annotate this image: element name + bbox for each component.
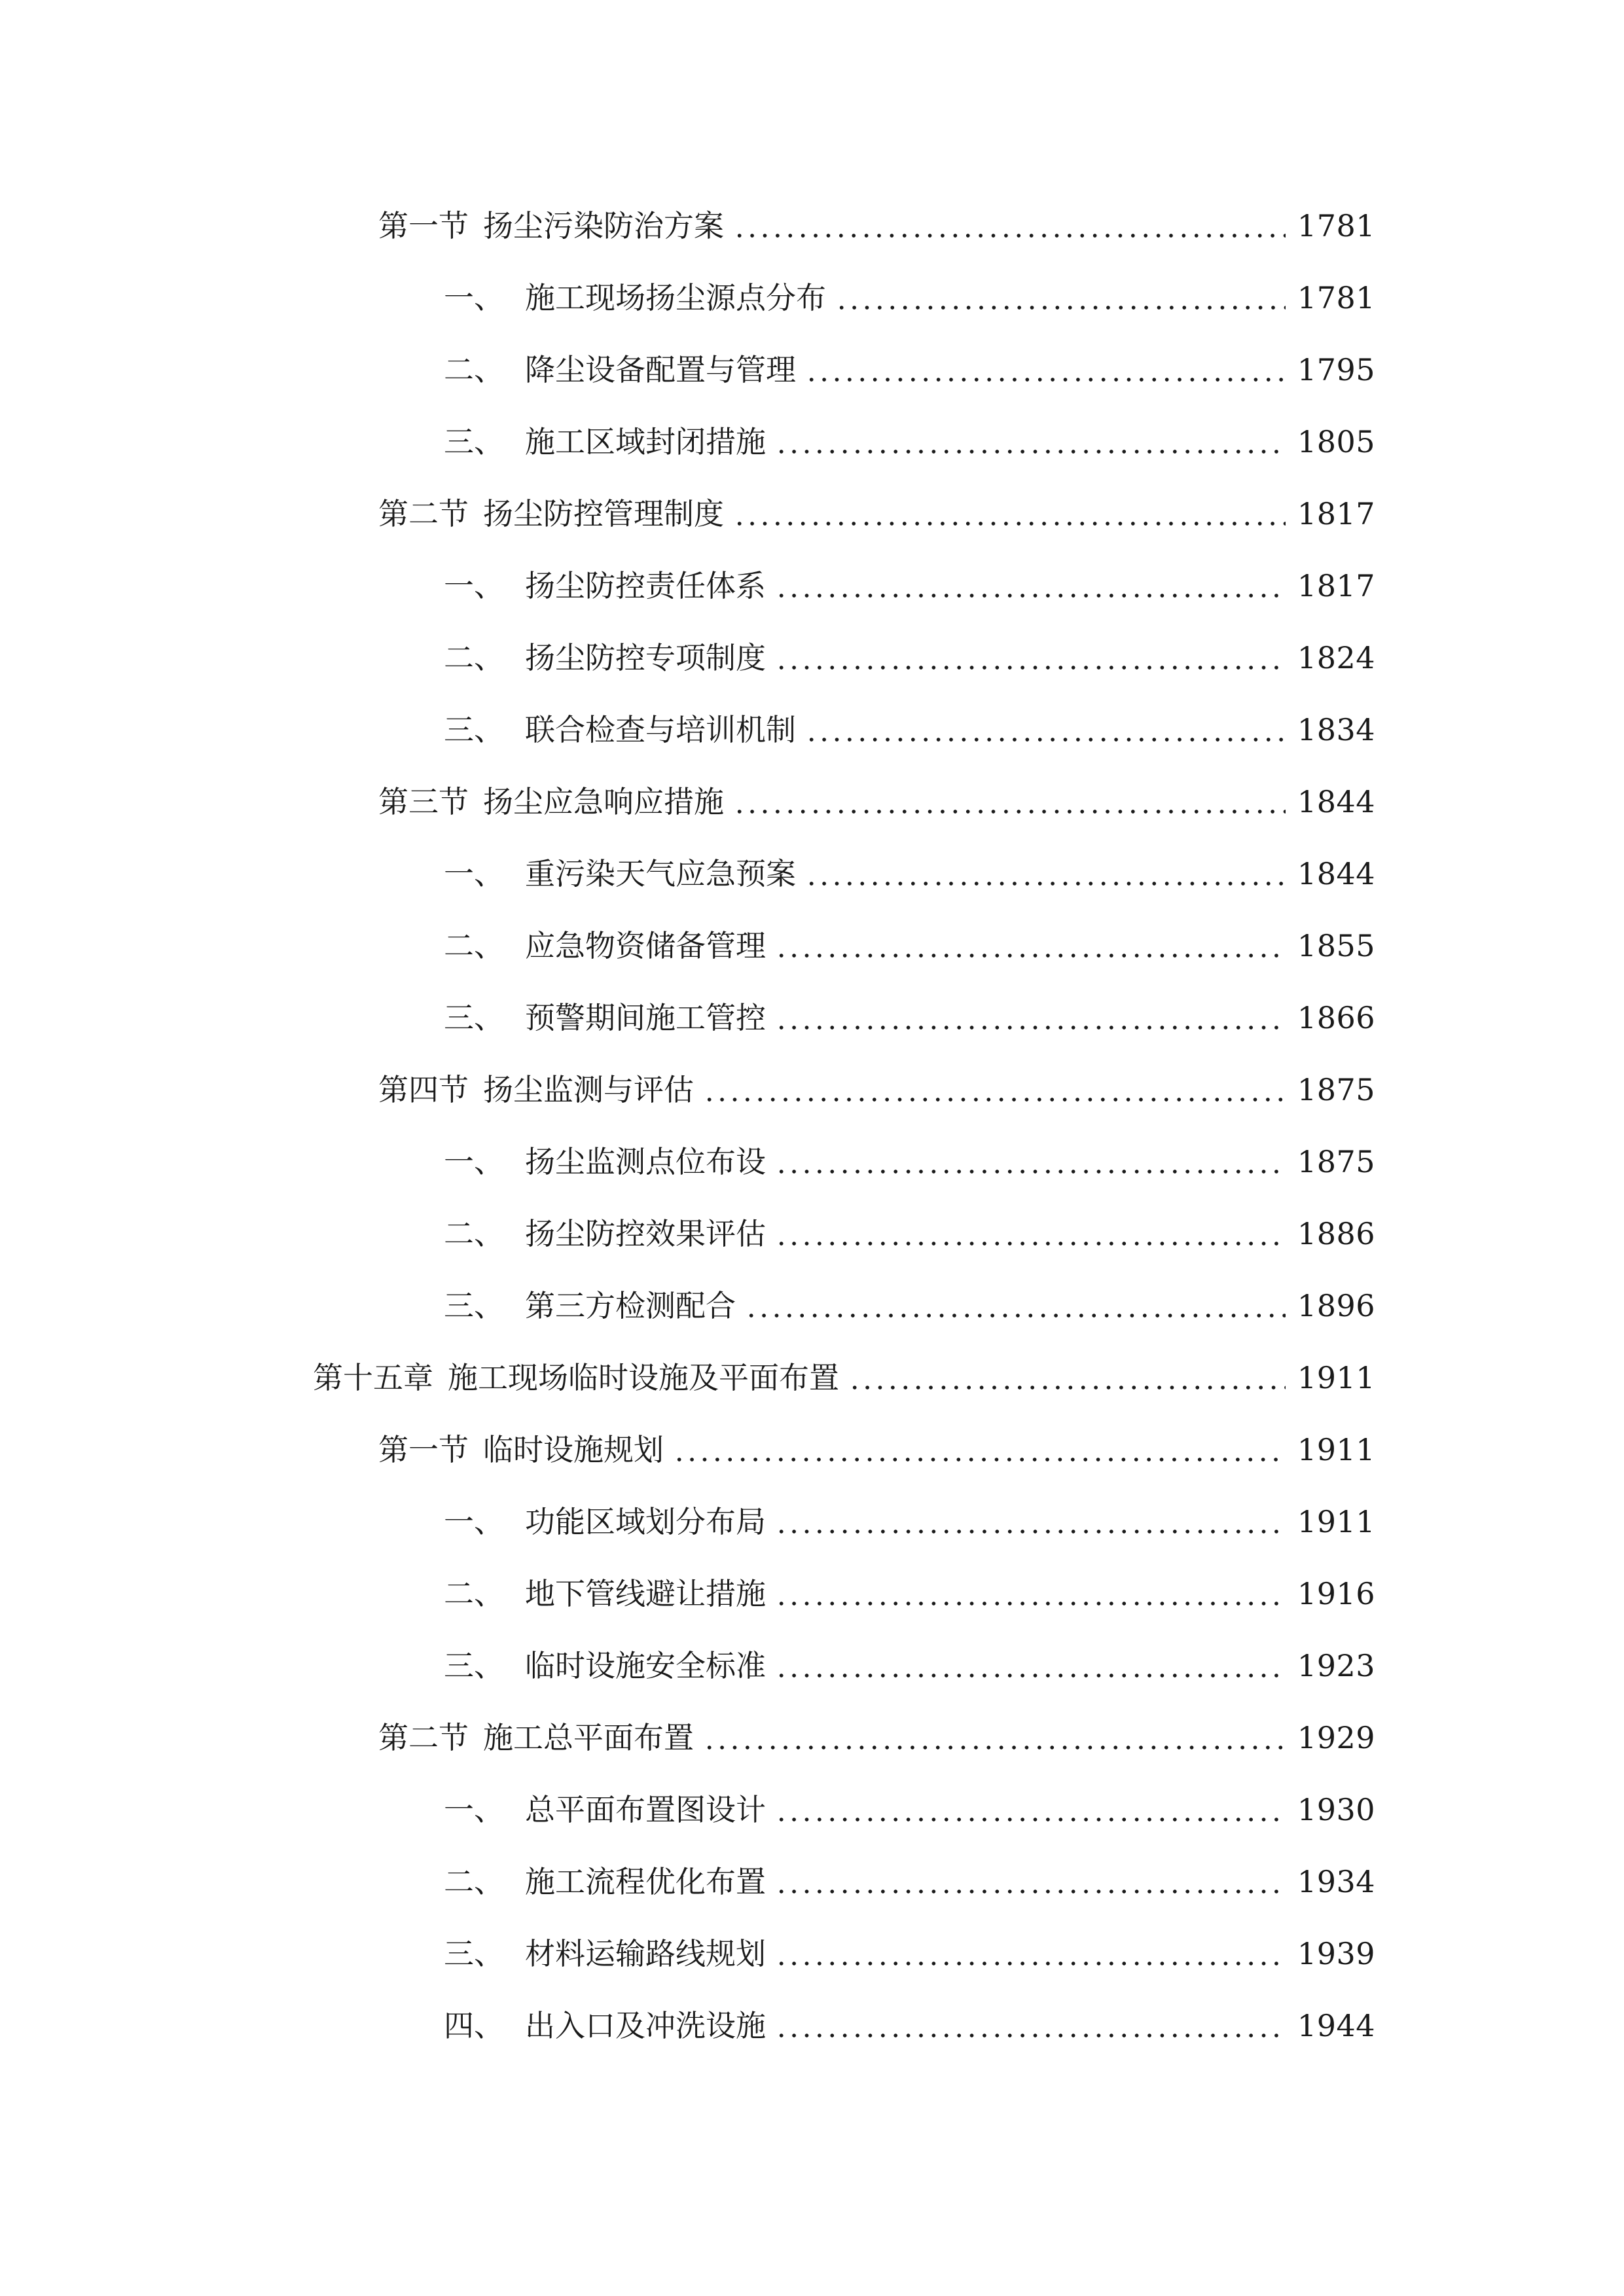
toc-dot-leader — [775, 1648, 1286, 1678]
toc-dot-leader — [745, 1288, 1286, 1318]
toc-entry-title: 临时设施规划 — [483, 1432, 664, 1467]
toc-entry-title: 施工现场临时设施及平面布置 — [448, 1360, 839, 1395]
toc-entry-number: 三、 — [444, 1000, 504, 1035]
toc-entry-page-number: 1934 — [1297, 1864, 1375, 1899]
toc-dot-leader — [775, 1576, 1286, 1606]
toc-entry-title: 扬尘监测点位布设 — [525, 1144, 766, 1179]
toc-dot-leader — [775, 1792, 1286, 1822]
toc-entry-item[interactable] — [0, 910, 1624, 982]
toc-entry-page-number: 1855 — [1297, 928, 1375, 963]
toc-entry-title: 扬尘应急响应措施 — [483, 784, 724, 819]
toc-entry-page-number: 1834 — [1297, 712, 1375, 747]
toc-entry-title: 扬尘防控管理制度 — [483, 496, 724, 531]
toc-entry-item[interactable] — [0, 550, 1624, 622]
toc-entry-number: 三、 — [444, 1936, 504, 1971]
toc-entry-item[interactable] — [0, 1990, 1624, 2062]
toc-entry-number: 三、 — [444, 424, 504, 459]
toc-dot-leader — [848, 1360, 1286, 1390]
toc-entry-item[interactable] — [0, 334, 1624, 406]
toc-entry-number: 第二节 — [378, 496, 469, 531]
toc-entry-title: 总平面布置图设计 — [525, 1792, 766, 1827]
toc-entry-page-number: 1875 — [1297, 1072, 1375, 1107]
toc-entry-number: 二、 — [444, 640, 504, 675]
toc-entry-title: 降尘设备配置与管理 — [525, 352, 796, 387]
toc-dot-leader — [775, 568, 1286, 598]
toc-entry-page-number: 1844 — [1297, 856, 1375, 891]
toc-entry-item[interactable] — [0, 1126, 1624, 1198]
toc-entry-number: 一、 — [444, 568, 504, 603]
toc-entry-title: 重污染天气应急预案 — [525, 856, 796, 891]
toc-entry-number: 第二节 — [378, 1720, 469, 1755]
toc-entry-page-number: 1911 — [1297, 1360, 1375, 1395]
toc-entry-item[interactable] — [0, 1846, 1624, 1918]
toc-entry-number: 二、 — [444, 352, 504, 387]
toc-entry-page-number: 1886 — [1297, 1216, 1375, 1251]
toc-dot-leader — [775, 640, 1286, 670]
toc-entry-title: 地下管线避让措施 — [525, 1576, 766, 1611]
toc-entry-number: 三、 — [444, 1288, 504, 1323]
toc-entry-page-number: 1817 — [1297, 496, 1375, 531]
toc-entry-page-number: 1944 — [1297, 2008, 1375, 2043]
toc-entry-page-number: 1781 — [1297, 208, 1375, 243]
toc-dot-leader — [775, 1504, 1286, 1534]
toc-entry-number: 二、 — [444, 1864, 504, 1899]
toc-entry-title: 扬尘污染防治方案 — [483, 208, 724, 243]
toc-entry-page-number: 1923 — [1297, 1648, 1375, 1683]
toc-entry-number: 一、 — [444, 1144, 504, 1179]
toc-entry-title: 第三方检测配合 — [525, 1288, 736, 1323]
toc-entry-page-number: 1844 — [1297, 784, 1375, 819]
toc-entry-number: 四、 — [444, 2008, 504, 2043]
toc-dot-leader — [775, 1216, 1286, 1246]
toc-entry-page-number: 1911 — [1297, 1432, 1375, 1467]
toc-entry-number: 第一节 — [378, 1432, 469, 1467]
toc-entry-number: 一、 — [444, 1504, 504, 1539]
toc-entry-item[interactable] — [0, 1774, 1624, 1846]
toc-dot-leader — [775, 1144, 1286, 1174]
toc-dot-leader — [775, 2008, 1286, 2038]
toc-entry-title: 材料运输路线规划 — [525, 1936, 766, 1971]
toc-entry-title: 应急物资储备管理 — [525, 928, 766, 963]
toc-entry-title: 施工流程优化布置 — [525, 1864, 766, 1899]
toc-entry-item[interactable] — [0, 1630, 1624, 1702]
toc-dot-leader — [805, 712, 1286, 742]
toc-entry-title: 扬尘防控专项制度 — [525, 640, 766, 675]
toc-entry-number: 二、 — [444, 1576, 504, 1611]
toc-dot-leader — [733, 784, 1286, 814]
toc-entry-title: 预警期间施工管控 — [525, 1000, 766, 1035]
toc-entry-title: 施工现场扬尘源点分布 — [525, 280, 826, 315]
toc-entry-section[interactable] — [0, 1414, 1624, 1486]
toc-entry-number: 第一节 — [378, 208, 469, 243]
toc-entry-item[interactable] — [0, 1270, 1624, 1342]
toc-entry-chapter[interactable] — [0, 1342, 1624, 1414]
toc-entry-section[interactable] — [0, 1054, 1624, 1126]
toc-entry-number: 二、 — [444, 1216, 504, 1251]
toc-entry-number: 第三节 — [378, 784, 469, 819]
toc-entry-title: 施工总平面布置 — [483, 1720, 694, 1755]
toc-dot-leader — [775, 424, 1286, 454]
toc-entry-title: 联合检查与培训机制 — [525, 712, 796, 747]
toc-entry-title: 扬尘防控责任体系 — [525, 568, 766, 603]
toc-entry-page-number: 1781 — [1297, 280, 1375, 315]
toc-entry-title: 临时设施安全标准 — [525, 1648, 766, 1683]
toc-entry-item[interactable] — [0, 1918, 1624, 1990]
toc-entry-number: 第十五章 — [313, 1360, 433, 1395]
toc-entry-number: 第四节 — [378, 1072, 469, 1107]
toc-entry-item[interactable] — [0, 982, 1624, 1054]
toc-entry-page-number: 1911 — [1297, 1504, 1375, 1539]
toc-entry-section[interactable] — [0, 766, 1624, 838]
toc-entry-item[interactable] — [0, 262, 1624, 334]
toc-dot-leader — [775, 1864, 1286, 1894]
toc-entry-page-number: 1939 — [1297, 1936, 1375, 1971]
toc-entry-number: 一、 — [444, 856, 504, 891]
toc-entry-page-number: 1805 — [1297, 424, 1375, 459]
toc-dot-leader — [733, 496, 1286, 526]
toc-entry-page-number: 1916 — [1297, 1576, 1375, 1611]
toc-entry-item[interactable] — [0, 406, 1624, 478]
toc-entry-item[interactable] — [0, 622, 1624, 694]
toc-entry-number: 二、 — [444, 928, 504, 963]
toc-entry-number: 一、 — [444, 280, 504, 315]
toc-entry-item[interactable] — [0, 694, 1624, 766]
toc-entry-title: 施工区域封闭措施 — [525, 424, 766, 459]
toc-entry-item[interactable] — [0, 1198, 1624, 1270]
toc-dot-leader — [835, 280, 1286, 310]
toc-entry-number: 三、 — [444, 712, 504, 747]
toc-dot-leader — [775, 1000, 1286, 1030]
toc-dot-leader — [805, 352, 1286, 382]
toc-entry-section[interactable] — [0, 478, 1624, 550]
toc-entry-section[interactable] — [0, 1702, 1624, 1774]
toc-entry-title: 扬尘防控效果评估 — [525, 1216, 766, 1251]
toc-entry-number: 三、 — [444, 1648, 504, 1683]
toc-entry-item[interactable] — [0, 1558, 1624, 1630]
toc-entry-page-number: 1866 — [1297, 1000, 1375, 1035]
toc-dot-leader — [673, 1432, 1286, 1462]
toc-entry-title: 出入口及冲洗设施 — [525, 2008, 766, 2043]
toc-entry-number: 一、 — [444, 1792, 504, 1827]
toc-entry-page-number: 1896 — [1297, 1288, 1375, 1323]
toc-entry-page-number: 1795 — [1297, 352, 1375, 387]
toc-entry-page-number: 1817 — [1297, 568, 1375, 603]
toc-dot-leader — [703, 1720, 1286, 1750]
toc-entry-item[interactable] — [0, 1486, 1624, 1558]
toc-dot-leader — [733, 208, 1286, 238]
toc-entry-page-number: 1930 — [1297, 1792, 1375, 1827]
toc-entry-item[interactable] — [0, 838, 1624, 910]
toc-entry-section[interactable] — [0, 190, 1624, 262]
toc-entry-title: 功能区域划分布局 — [525, 1504, 766, 1539]
toc-dot-leader — [805, 856, 1286, 886]
toc-dot-leader — [775, 1936, 1286, 1966]
toc-entry-title: 扬尘监测与评估 — [483, 1072, 694, 1107]
toc-dot-leader — [775, 928, 1286, 958]
toc-entry-page-number: 1824 — [1297, 640, 1375, 675]
toc-dot-leader — [703, 1072, 1286, 1102]
table-of-contents — [0, 190, 1624, 2062]
toc-entry-page-number: 1875 — [1297, 1144, 1375, 1179]
toc-entry-page-number: 1929 — [1297, 1720, 1375, 1755]
